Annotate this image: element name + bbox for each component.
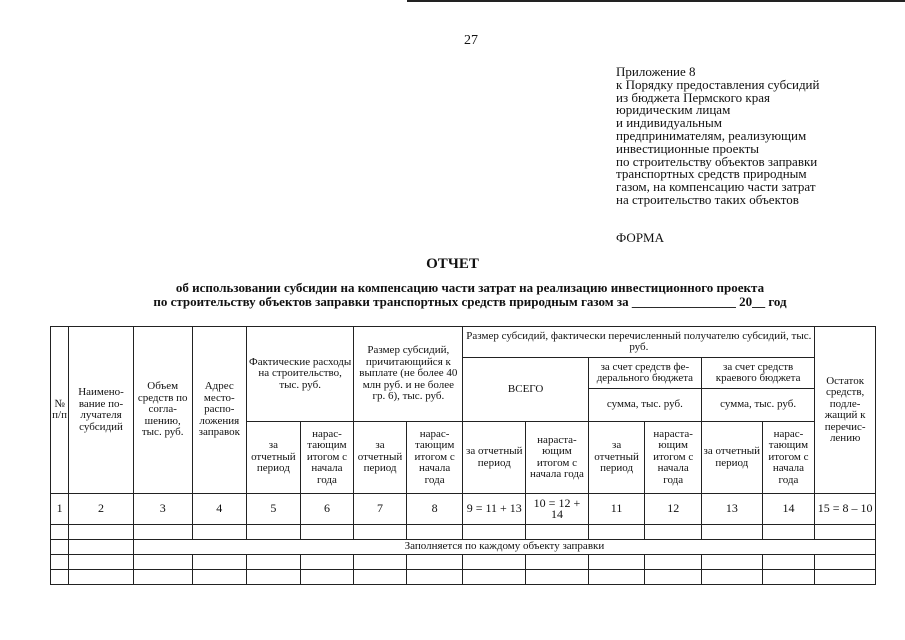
column-number: 5 bbox=[247, 494, 301, 525]
form-label: ФОРМА bbox=[616, 230, 664, 245]
table-row bbox=[51, 540, 876, 555]
column-number: 10 = 12 + 14 bbox=[526, 494, 589, 525]
header-station-address: Адрес место-распо-ложения заправок bbox=[192, 327, 247, 494]
fill-instruction: Заполняется по каждому объекту заправки bbox=[133, 540, 875, 555]
report-subtitle bbox=[90, 281, 850, 309]
report-subtitle-line-2: по строительству объектов заправки транспортных средств природным газом за ________________ 20__ год bbox=[153, 294, 787, 309]
header-period: за отчетный период bbox=[354, 422, 407, 494]
appendix-line: Приложение 8 bbox=[616, 64, 696, 79]
header-federal-sum: сумма, тыс. руб. bbox=[588, 389, 701, 422]
column-number: 3 bbox=[133, 494, 192, 525]
page-number: 27 bbox=[464, 33, 478, 48]
header-agreement-amount: Объем средств по согла-шению, тыс. руб. bbox=[133, 327, 192, 494]
table-row bbox=[51, 555, 876, 570]
column-number: 8 bbox=[406, 494, 463, 525]
column-number: 14 bbox=[762, 494, 815, 525]
header-cumulative: нараста-ющим итогом с начала года bbox=[645, 422, 702, 494]
header-period: за отчетный период bbox=[247, 422, 301, 494]
appendix-line: инвестиционные проекты bbox=[616, 140, 760, 156]
appendix-line: по строительству объектов заправки bbox=[616, 153, 818, 169]
header-subsidy-transferred: Размер субсидий, фактически перечисленный получателю субсидий, тыс. руб. bbox=[463, 327, 815, 358]
appendix-line: юридическим лицам bbox=[616, 102, 731, 118]
column-number: 6 bbox=[300, 494, 354, 525]
header-regional-sum: сумма, тыс. руб. bbox=[702, 389, 815, 422]
column-number: 7 bbox=[354, 494, 407, 525]
table-row bbox=[51, 525, 876, 540]
report-subtitle-line-1: об использовании субсидии на компенсацию части затрат на реализацию инвестиционного проекта bbox=[175, 280, 765, 295]
header-recipient-name: Наимено-вание по-лучателя субсидий bbox=[69, 327, 134, 494]
top-border-line bbox=[407, 0, 905, 2]
appendix-header bbox=[616, 66, 819, 207]
header-cumulative: нараста-ющим итогом с начала года bbox=[526, 422, 589, 494]
header-regional-budget: за счет средств краевого бюджета bbox=[702, 358, 815, 389]
header-cumulative: нарас-тающим итогом с начала года bbox=[300, 422, 354, 494]
header-remainder: Остаток средств, подле-жащий к перечис-лению bbox=[815, 327, 876, 494]
header-period: за отчетный период bbox=[463, 422, 526, 494]
column-number-row bbox=[51, 494, 876, 525]
appendix-line: и индивидуальным bbox=[616, 115, 722, 131]
column-number: 11 bbox=[588, 494, 645, 525]
column-number: 4 bbox=[192, 494, 247, 525]
column-number: 15 = 8 – 10 bbox=[815, 494, 876, 525]
appendix-line: транспортных средств природным bbox=[616, 166, 807, 182]
column-number: 12 bbox=[645, 494, 702, 525]
header-period: за отчетный период bbox=[588, 422, 645, 494]
header-number: № п/п bbox=[51, 327, 69, 494]
table-row bbox=[51, 570, 876, 585]
appendix-line: газом, на компенсацию части затрат bbox=[616, 179, 816, 195]
appendix-line: предпринимателям, реализующим bbox=[616, 127, 807, 143]
header-actual-expenses: Фактические расходы на строительство, тыс. руб. bbox=[247, 327, 354, 422]
report-table bbox=[50, 326, 876, 585]
header-cumulative: нарас-тающим итогом с начала года bbox=[406, 422, 463, 494]
header-cumulative: нарас-тающим итогом с начала года bbox=[762, 422, 815, 494]
column-number: 9 = 11 + 13 bbox=[463, 494, 526, 525]
header-total: ВСЕГО bbox=[463, 358, 588, 422]
column-number: 2 bbox=[69, 494, 134, 525]
header-federal-budget: за счет средств фе-дерального бюджета bbox=[588, 358, 701, 389]
report-title: ОТЧЕТ bbox=[426, 256, 479, 272]
appendix-line: из бюджета Пермского края bbox=[616, 89, 771, 105]
column-number: 1 bbox=[51, 494, 69, 525]
header-subsidy-due: Размер субсидий, причитающийся к выплате (не более 40 млн руб. и не более гр. 6), тыс. руб. bbox=[354, 327, 463, 422]
appendix-line: на строительство таких объектов bbox=[616, 191, 799, 207]
column-number: 13 bbox=[702, 494, 763, 525]
header-period: за отчетный период bbox=[702, 422, 763, 494]
appendix-line: к Порядку предоставления субсидий bbox=[616, 76, 820, 92]
